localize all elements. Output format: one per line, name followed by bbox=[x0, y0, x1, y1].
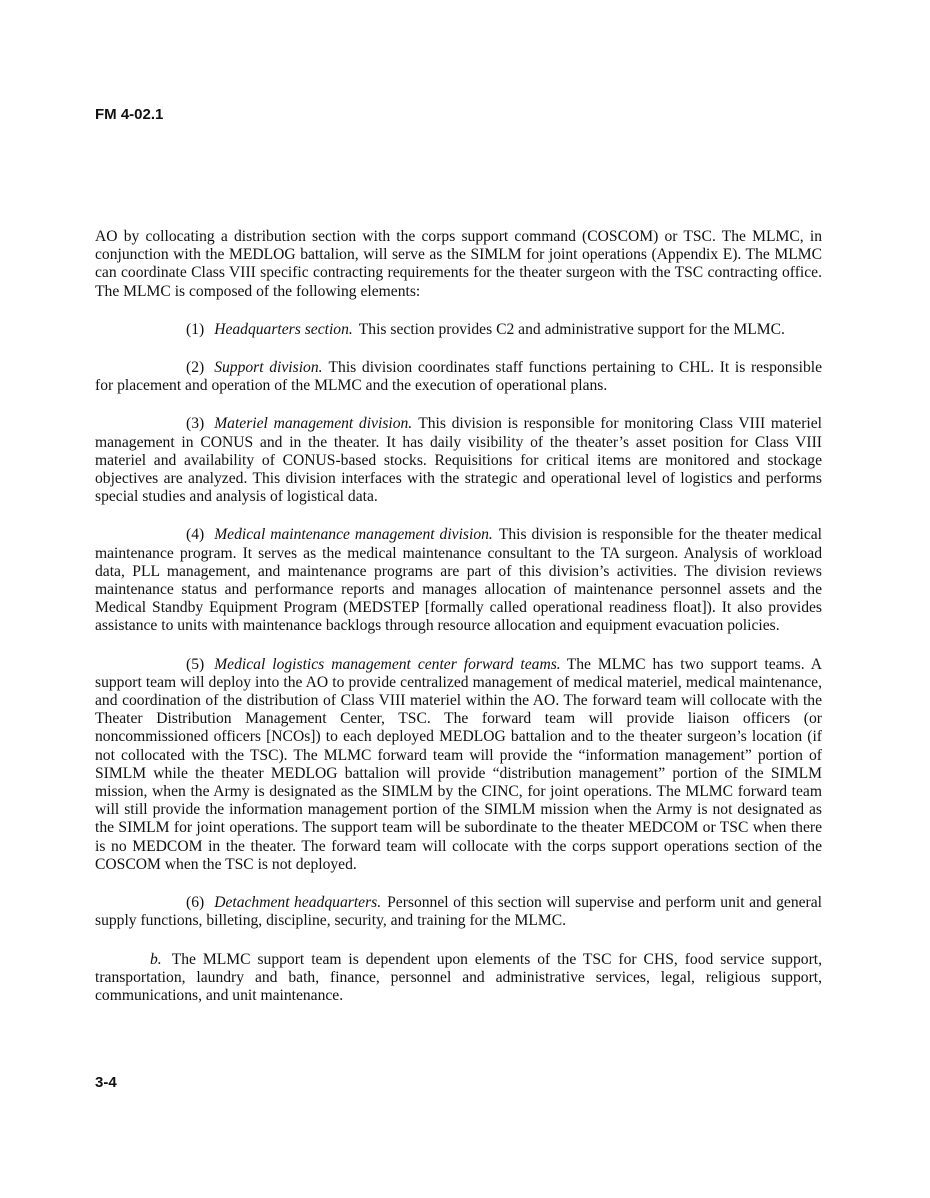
item-title: Headquarters section. bbox=[214, 320, 353, 338]
item-text: This division is responsible for the theater medical maintenance program. It serves as the medical maintenance consultant to the TA surgeon. Analysis of workload data, PLL management, and maintenance programs are part of this division’s activities. The division reviews maintenance status and performance reports and manages allocation of maintenance personnel assets and the Medical Standby Equipment Program (MEDSTEP [formally called operational readiness float]). It also provides assistance to units with maintenance backlogs through resource allocation and equipment evacuation policies. bbox=[95, 526, 822, 635]
paragraph-label: b. bbox=[150, 950, 162, 968]
item-title: Materiel management division. bbox=[214, 415, 413, 433]
item-label: (1) bbox=[186, 320, 205, 338]
intro-paragraph: AO by collocating a distribution section with the corps support command (COSCOM) or TSC. The MLMC, in conjunction with the MEDLOG battalion, will serve as the SIMLM for joint operations (Appendix E). The MLMC can coordinate Class VIII specific contracting requirements for the theater surgeon with the TSC contracting office. The MLMC is composed of the following elements: bbox=[95, 228, 822, 300]
item-title: Medical maintenance management division. bbox=[214, 526, 493, 544]
document-body bbox=[95, 228, 822, 1025]
item-detachment-headquarters bbox=[95, 894, 822, 930]
item-text: Personnel of this section will supervise and perform unit and general supply functions, billeting, discipline, security, and training for the MLMC. bbox=[95, 894, 822, 930]
item-text: This section provides C2 and administrative support for the MLMC. bbox=[358, 320, 785, 338]
item-text: This division is responsible for monitoring Class VIII materiel management in CONUS and in the theater. It has daily visibility of the theater’s asset position for Class VIII materiel and availability of CONUS-based stocks. Requisitions for critical items are monitored and stockage objectives are analyzed. This division interfaces with the strategic and operational level of logistics and performs special studies and analysis of logistical data. bbox=[95, 415, 823, 506]
item-label: (6) bbox=[186, 894, 205, 912]
item-headquarters-section bbox=[95, 321, 822, 339]
item-forward-teams bbox=[95, 656, 822, 874]
item-support-division bbox=[95, 359, 822, 395]
item-label: (2) bbox=[186, 359, 205, 377]
item-materiel-management-division bbox=[95, 415, 822, 506]
paragraph-text: The MLMC support team is dependent upon elements of the TSC for CHS, food service support, transportation, laundry and bath, finance, personnel and administrative services, legal, religious support, communications, and unit maintenance. bbox=[95, 950, 822, 1004]
item-title: Support division. bbox=[214, 359, 323, 377]
item-label: (3) bbox=[186, 415, 205, 433]
item-title: Detachment headquarters. bbox=[214, 894, 382, 912]
item-text: This division coordinates staff functions pertaining to CHL. It is responsible for placement and operation of the MLMC and the execution of operational plans. bbox=[95, 359, 823, 395]
item-text: The MLMC has two support teams. A support team will deploy into the AO to provide centralized management of medical materiel, medical maintenance, and coordination of the distribution of Class VIII materiel within the AO. The forward team will collocate with the Theater Distribution Management Center, TSC. The forward team will provide liaison officers (or noncommissioned officers [NCOs]) to each deployed MEDLOG battalion and to the theater surgeon’s location (if not collocated with the TSC). The MLMC forward team will provide the “information management” portion of SIMLM while the theater MEDLOG battalion will provide “distribution management” portion of the SIMLM mission, when the Army is designated as the SIMLM by the CINC, for joint operations. The MLMC forward team will still provide the information management portion of the SIMLM mission when the Army is not designated as the SIMLM for joint operations. The support team will be subordinate to the theater MEDCOM or TSC when there is no MEDCOM in the theater. The forward team will collocate with the corps support operations section of the COSCOM when the TSC is not deployed. bbox=[95, 655, 823, 873]
paragraph-b bbox=[95, 951, 822, 1006]
item-title: Medical logistics management center forward teams. bbox=[214, 655, 561, 673]
page-number-footer: 3-4 bbox=[95, 1074, 117, 1091]
item-label: (4) bbox=[186, 526, 205, 544]
item-medical-maintenance-division bbox=[95, 526, 822, 635]
item-label: (5) bbox=[186, 655, 205, 673]
document-id-header: FM 4-02.1 bbox=[95, 106, 164, 123]
